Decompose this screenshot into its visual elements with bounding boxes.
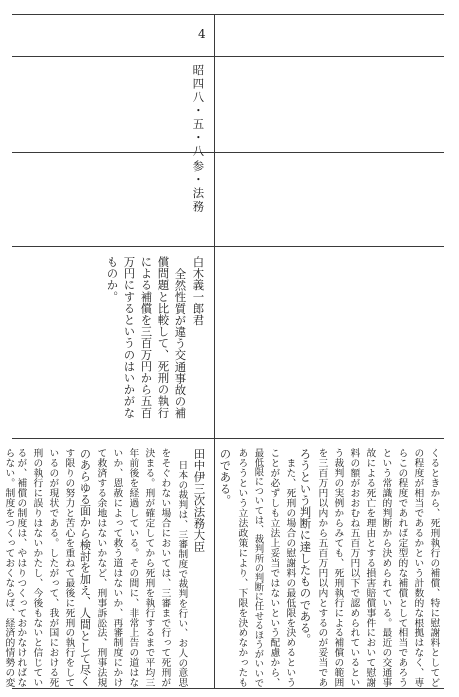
answer-line: るが、補償の制度は、やはりつくっておかなければな xyxy=(15,448,27,688)
continued-line: 最低限については、裁判所の判断に任せるほうがいいで xyxy=(252,448,264,688)
bottom-rule xyxy=(12,688,444,689)
answer-line: いか、恩赦によって救う道はないか、再審制度にかけ xyxy=(111,448,123,688)
top-rule xyxy=(12,14,444,15)
rule-after-date xyxy=(12,152,444,153)
answer-line: す限りの努力と苦心を重ねて最後に死刑の執行をして xyxy=(63,448,75,688)
answer-line: 決まる。刑が確定してから死刑を執行するまで平均三 xyxy=(143,448,155,688)
continued-line: を三百万円以内から五百万円以内とするのが妥当であ xyxy=(316,448,328,688)
answer-line: 刑の執行に誤りはないかたし、今後もないと信じてい xyxy=(31,448,43,688)
continued-line: 料の額がおおむね五百万円以下で認められているとい xyxy=(348,448,360,688)
page-number: 4 xyxy=(198,27,206,41)
continued-line: くるときから、死刑執行の補償、特に慰謝料としてど xyxy=(428,448,440,688)
continued-line: という常識的判断から決められている。最近の交通事 xyxy=(380,448,392,688)
question-line: ものか。 xyxy=(105,256,120,303)
continued-line: また、死刑の場合の慰謝料の最低限を決めるという xyxy=(284,448,296,688)
answer-line: をそぐわない場合においては、三審まで行って死刑が xyxy=(159,448,171,688)
continued-line: のである。 xyxy=(218,448,233,506)
rule-after-question xyxy=(12,438,444,439)
answer-line: 日本の裁判は、三審制度で裁判を行い、お人の意思 xyxy=(176,460,188,688)
question-speaker: 白木義一郎君 xyxy=(191,256,206,326)
continued-line: う裁判の実例からみても、死刑執行による補償の範囲 xyxy=(332,448,344,688)
question-line: 万円にするというのはいかがな xyxy=(122,256,137,419)
answer-line: いるのが現状である。したがって、我が国における死 xyxy=(47,448,59,688)
answer-line: のあらゆる面から検討を加え、人間として尽く xyxy=(78,448,92,687)
question-line: による補償を三百万円から五百 xyxy=(139,256,154,419)
committee-name: 参・法務 xyxy=(191,160,206,214)
answer-speaker: 田中伊三次法務大臣 xyxy=(192,448,207,553)
continued-line: ろうという判断に達したものである。 xyxy=(298,448,313,646)
answer-line: て救済する余地はないかなど、刑事訴訟法、刑事法規 xyxy=(95,448,107,688)
question-line: 全然性質が違う交通事故の補 xyxy=(173,268,188,419)
question-line: 償問題と比較して、死刑の執行 xyxy=(156,256,171,419)
continued-line: らこの程度であれば定型的な補償として相当であろう xyxy=(396,448,408,688)
continued-line: ことが必ずしも立法上妥当ではないという配慮から、 xyxy=(268,448,280,688)
continued-line: の程度が相当であるかという計数的な根拠はなく、専 xyxy=(412,448,424,688)
answer-line: らない。制度をつくっておくならば、経済的情勢の変 xyxy=(3,448,15,688)
answer-line: 年前後を経過している。その間に、非常上告の道はな xyxy=(127,448,139,688)
continued-line: あろうという立法政策により、下限を決めなかったも xyxy=(236,448,248,688)
rule-after-committee xyxy=(12,246,444,247)
session-date: 昭四八・五・八 xyxy=(191,64,206,159)
column-divider xyxy=(214,14,215,689)
rule-after-page-number xyxy=(12,56,444,57)
continued-line: 故による死亡を理由とする損害賠償事件において慰謝 xyxy=(364,448,376,688)
